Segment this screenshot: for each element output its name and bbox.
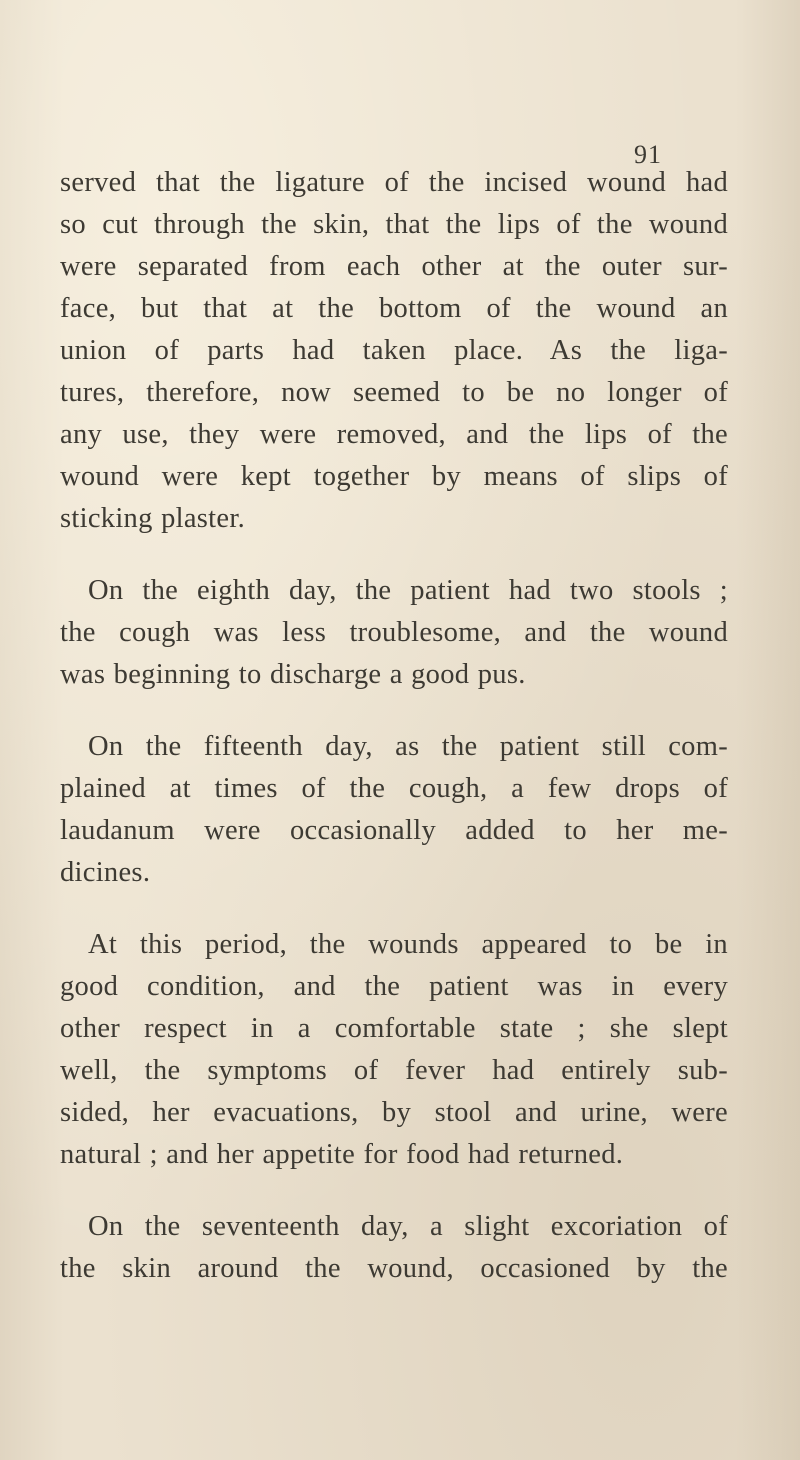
text-line: any use, they were removed, and the lips of the bbox=[60, 419, 728, 450]
text-line: sticking plaster. bbox=[60, 503, 245, 534]
paragraph bbox=[60, 570, 728, 696]
paragraph bbox=[60, 726, 728, 894]
text-line: dicines. bbox=[60, 857, 151, 888]
text-line: On the seventeenth day, a slight excoriation of bbox=[88, 1211, 728, 1242]
paragraph bbox=[60, 162, 728, 540]
text-line: tures, therefore, now seemed to be no longer of bbox=[60, 377, 728, 408]
text-line: served that the ligature of the incised wound had bbox=[60, 167, 728, 198]
text-line: On the fifteenth day, as the patient still com- bbox=[88, 731, 728, 762]
text-line: natural ; and her appetite for food had returned. bbox=[60, 1139, 624, 1170]
text-line: were separated from each other at the outer sur- bbox=[60, 251, 728, 282]
text-line: other respect in a comfortable state ; she slept bbox=[60, 1013, 728, 1044]
text-line: wound were kept together by means of slips of bbox=[60, 461, 728, 492]
text-line: sided, her evacuations, by stool and urine, were bbox=[60, 1097, 728, 1128]
body-text bbox=[60, 162, 728, 1290]
text-line: union of parts had taken place. As the liga- bbox=[60, 335, 728, 366]
text-line: laudanum were occasionally added to her me- bbox=[60, 815, 728, 846]
page-number: 91 bbox=[634, 140, 662, 169]
text-line: the cough was less troublesome, and the wound bbox=[60, 617, 728, 648]
paragraph bbox=[60, 1206, 728, 1290]
text-line: plained at times of the cough, a few drops of bbox=[60, 773, 728, 804]
text-line: good condition, and the patient was in every bbox=[60, 971, 728, 1002]
text-line: the skin around the wound, occasioned by the bbox=[60, 1253, 728, 1284]
text-line: At this period, the wounds appeared to be in bbox=[88, 929, 728, 960]
paragraph bbox=[60, 924, 728, 1176]
text-line: well, the symptoms of fever had entirely sub- bbox=[60, 1055, 728, 1086]
text-line: face, but that at the bottom of the wound an bbox=[60, 293, 728, 324]
text-line: was beginning to discharge a good pus. bbox=[60, 659, 526, 690]
text-line: so cut through the skin, that the lips of the wound bbox=[60, 209, 728, 240]
text-line: On the eighth day, the patient had two stools ; bbox=[88, 575, 728, 606]
